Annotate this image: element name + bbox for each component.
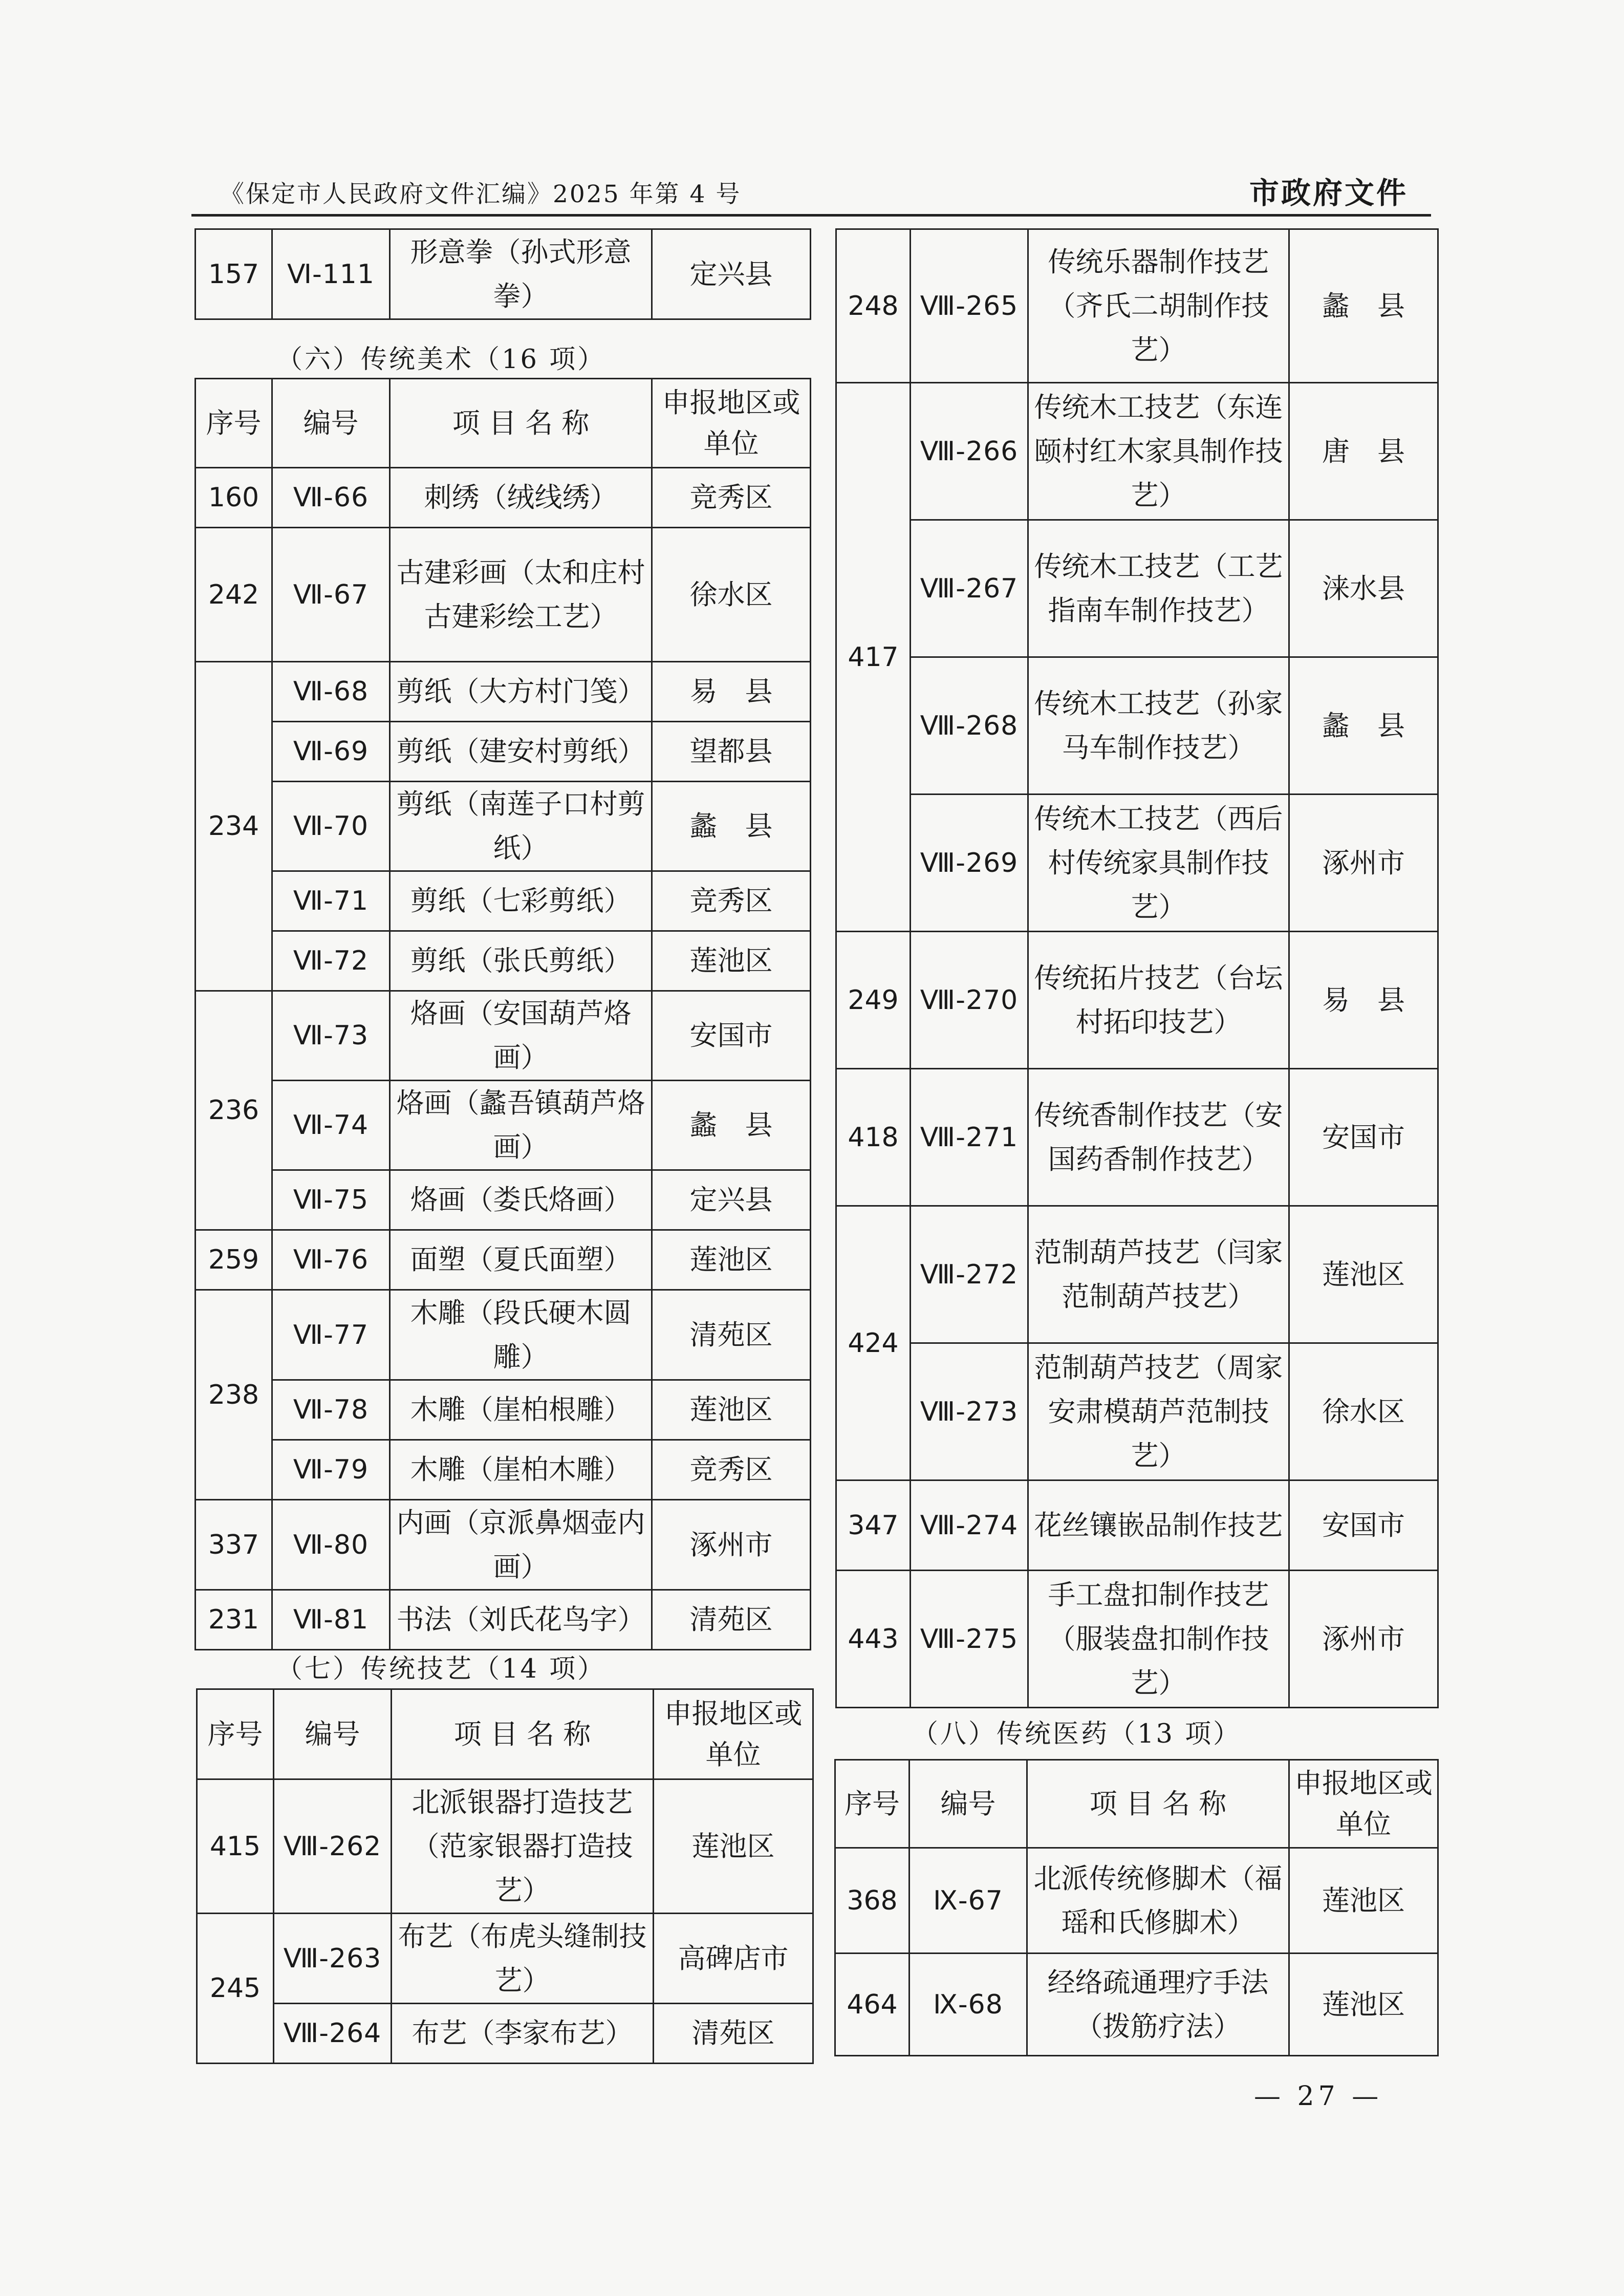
name-cell: 布艺（李家布艺） — [392, 2004, 654, 2064]
region-cell: 易 县 — [652, 662, 811, 722]
table-row — [196, 782, 811, 871]
region-cell: 蠡 县 — [652, 782, 811, 871]
name-cell: 刺绣（绒线绣） — [390, 468, 652, 528]
region-cell: 安国市 — [1289, 1069, 1438, 1206]
region-cell: 莲池区 — [1289, 1206, 1438, 1343]
code-cell: Ⅷ-268 — [911, 657, 1028, 795]
table-row — [196, 229, 811, 319]
code-cell: Ⅶ-71 — [272, 871, 390, 931]
table-row — [196, 662, 811, 722]
table-row — [196, 1380, 811, 1440]
seq-cell: 415 — [197, 1779, 274, 1914]
table-traditional-craft-left — [196, 1688, 814, 2064]
name-cell: 剪纸（张氏剪纸） — [390, 931, 652, 991]
seq-cell: 443 — [836, 1571, 911, 1708]
section-title-traditional-craft: （七）传统技艺（14 项） — [276, 1654, 606, 1684]
region-cell: 徐水区 — [1289, 1343, 1438, 1480]
name-cell: 传统木工技艺（西后村传统家具制作技艺） — [1028, 795, 1289, 932]
header-rule — [191, 214, 1431, 217]
region-cell: 定兴县 — [652, 229, 811, 319]
header-seq: 序号 — [196, 379, 272, 468]
name-cell: 古建彩画（太和庄村古建彩绘工艺） — [390, 528, 652, 662]
seq-cell: 417 — [836, 383, 911, 932]
code-cell: Ⅶ-79 — [272, 1440, 390, 1500]
region-cell: 清苑区 — [652, 1590, 811, 1650]
region-cell: 易 县 — [1289, 932, 1438, 1069]
seq-cell: 234 — [196, 662, 272, 991]
table-header-row — [835, 1760, 1438, 1848]
code-cell: Ⅸ-68 — [910, 1954, 1027, 2056]
code-cell: Ⅷ-264 — [274, 2004, 392, 2064]
name-cell: 内画（京派鼻烟壶内画） — [390, 1500, 652, 1590]
table-row — [196, 1230, 811, 1290]
region-cell: 竞秀区 — [652, 871, 811, 931]
code-cell: Ⅷ-273 — [911, 1343, 1028, 1480]
seq-cell: 160 — [196, 468, 272, 528]
seq-cell: 238 — [196, 1290, 272, 1500]
region-cell: 莲池区 — [652, 931, 811, 991]
region-cell: 竞秀区 — [652, 1440, 811, 1500]
table-row — [836, 795, 1438, 932]
region-cell: 唐 县 — [1289, 383, 1438, 520]
header-region: 申报地区或单位 — [652, 379, 811, 468]
table-row — [836, 932, 1438, 1069]
seq-cell: 337 — [196, 1500, 272, 1590]
code-cell: Ⅷ-265 — [911, 229, 1028, 383]
name-cell: 传统木工技艺（东连颐村红木家具制作技艺） — [1028, 383, 1289, 520]
table-row — [836, 383, 1438, 520]
name-cell: 范制葫芦技艺（闫家范制葫芦技艺） — [1028, 1206, 1289, 1343]
table-row — [836, 229, 1438, 383]
code-cell: Ⅶ-69 — [272, 722, 390, 782]
name-cell: 传统乐器制作技艺（齐氏二胡制作技艺） — [1028, 229, 1289, 383]
seq-cell: 248 — [836, 229, 911, 383]
code-cell: Ⅶ-80 — [272, 1500, 390, 1590]
region-cell: 安国市 — [1289, 1480, 1438, 1571]
code-cell: Ⅷ-270 — [911, 932, 1028, 1069]
table-row — [197, 1779, 813, 1914]
region-cell: 涿州市 — [652, 1500, 811, 1590]
name-cell: 经络疏通理疗手法（拨筋疗法） — [1027, 1954, 1289, 2056]
table-row — [197, 1914, 813, 2004]
name-cell: 手工盘扣制作技艺（服装盘扣制作技艺） — [1028, 1571, 1289, 1708]
header-seq: 序号 — [197, 1689, 274, 1779]
code-cell: Ⅷ-269 — [911, 795, 1028, 932]
seq-cell: 236 — [196, 991, 272, 1230]
name-cell: 书法（刘氏花鸟字） — [390, 1590, 652, 1650]
name-cell: 传统木工技艺（工艺指南车制作技艺） — [1028, 520, 1289, 657]
table-row — [836, 1571, 1438, 1708]
table-row — [836, 657, 1438, 795]
code-cell: Ⅶ-73 — [272, 991, 390, 1081]
code-cell: Ⅷ-271 — [911, 1069, 1028, 1206]
region-cell: 蠡 县 — [1289, 229, 1438, 383]
name-cell: 面塑（夏氏面塑） — [390, 1230, 652, 1290]
name-cell: 传统木工技艺（孙家马车制作技艺） — [1028, 657, 1289, 795]
header-title: 《保定市人民政府文件汇编》2025 年第 4 号 — [220, 180, 742, 208]
header-code: 编号 — [272, 379, 390, 468]
name-cell: 烙画（娄氏烙画） — [390, 1170, 652, 1230]
table-row — [196, 528, 811, 662]
code-cell: Ⅶ-75 — [272, 1170, 390, 1230]
code-cell: Ⅶ-77 — [272, 1290, 390, 1380]
name-cell: 剪纸（七彩剪纸） — [390, 871, 652, 931]
table-row — [196, 871, 811, 931]
name-cell: 花丝镶嵌品制作技艺 — [1028, 1480, 1289, 1571]
seq-cell: 249 — [836, 932, 911, 1069]
name-cell: 剪纸（建安村剪纸） — [390, 722, 652, 782]
region-cell: 莲池区 — [1289, 1848, 1438, 1954]
table-row — [836, 1480, 1438, 1571]
table-row — [196, 931, 811, 991]
name-cell: 北派银器打造技艺（范家银器打造技艺） — [392, 1779, 654, 1914]
region-cell: 安国市 — [652, 991, 811, 1081]
region-cell: 定兴县 — [652, 1170, 811, 1230]
name-cell: 布艺（布虎头缝制技艺） — [392, 1914, 654, 2004]
region-cell: 莲池区 — [654, 1779, 813, 1914]
region-cell: 清苑区 — [652, 1290, 811, 1380]
seq-cell: 242 — [196, 528, 272, 662]
seq-cell: 347 — [836, 1480, 911, 1571]
code-cell: Ⅷ-266 — [911, 383, 1028, 520]
region-cell: 徐水区 — [652, 528, 811, 662]
name-cell: 木雕（段氏硬木圆雕） — [390, 1290, 652, 1380]
table-row — [196, 991, 811, 1081]
name-cell: 烙画（安国葫芦烙画） — [390, 991, 652, 1081]
code-cell: Ⅷ-263 — [274, 1914, 392, 2004]
table-row — [196, 1170, 811, 1230]
table-row — [196, 1590, 811, 1650]
header-region: 申报地区或单位 — [1289, 1760, 1438, 1848]
table-row — [836, 1069, 1438, 1206]
code-cell: Ⅵ-111 — [272, 229, 390, 319]
code-cell: Ⅷ-272 — [911, 1206, 1028, 1343]
seq-cell: 259 — [196, 1230, 272, 1290]
seq-cell: 464 — [835, 1954, 910, 2056]
region-cell: 涿州市 — [1289, 795, 1438, 932]
table-row — [196, 1290, 811, 1380]
name-cell: 木雕（崖柏根雕） — [390, 1380, 652, 1440]
table-traditional-medicine — [834, 1759, 1439, 2056]
region-cell: 竞秀区 — [652, 468, 811, 528]
code-cell: Ⅶ-74 — [272, 1081, 390, 1170]
table-traditional-craft-right — [835, 228, 1439, 1708]
code-cell: Ⅶ-81 — [272, 1590, 390, 1650]
seq-cell: 368 — [835, 1848, 910, 1954]
table-row — [196, 1500, 811, 1590]
section-title-traditional-medicine: （八）传统医药（13 项） — [912, 1719, 1242, 1749]
seq-cell: 424 — [836, 1206, 911, 1480]
region-cell: 蠡 县 — [1289, 657, 1438, 795]
header-name: 项 目 名 称 — [390, 379, 652, 468]
code-cell: Ⅷ-267 — [911, 520, 1028, 657]
name-cell: 木雕（崖柏木雕） — [390, 1440, 652, 1500]
table-traditional-art — [194, 378, 811, 1650]
table-continuation-top-left — [194, 228, 811, 320]
name-cell: 传统拓片技艺（台坛村拓印技艺） — [1028, 932, 1289, 1069]
code-cell: Ⅷ-274 — [911, 1480, 1028, 1571]
header-name: 项 目 名 称 — [1027, 1760, 1289, 1848]
table-row — [836, 1206, 1438, 1343]
region-cell: 莲池区 — [652, 1380, 811, 1440]
header-code: 编号 — [274, 1689, 392, 1779]
code-cell: Ⅶ-66 — [272, 468, 390, 528]
seq-cell: 418 — [836, 1069, 911, 1206]
name-cell: 形意拳（孙式形意拳） — [390, 229, 652, 319]
header-name: 项 目 名 称 — [392, 1689, 654, 1779]
code-cell: Ⅶ-76 — [272, 1230, 390, 1290]
name-cell: 烙画（蠡吾镇葫芦烙画） — [390, 1081, 652, 1170]
name-cell: 北派传统修脚术（福瑶和氏修脚术） — [1027, 1848, 1289, 1954]
code-cell: Ⅷ-275 — [911, 1571, 1028, 1708]
table-row — [836, 1343, 1438, 1480]
header-category: 市政府文件 — [1249, 176, 1408, 210]
page-number: — 27 — — [1254, 2081, 1383, 2112]
header-seq: 序号 — [835, 1760, 910, 1848]
table-row — [197, 2004, 813, 2064]
region-cell: 清苑区 — [654, 2004, 813, 2064]
name-cell: 剪纸（大方村门笺） — [390, 662, 652, 722]
section-title-traditional-art: （六）传统美术（16 项） — [276, 345, 606, 375]
region-cell: 莲池区 — [1289, 1954, 1438, 2056]
seq-cell: 157 — [196, 229, 272, 319]
region-cell: 莲池区 — [652, 1230, 811, 1290]
header-code: 编号 — [910, 1760, 1027, 1848]
seq-cell: 231 — [196, 1590, 272, 1650]
name-cell: 传统香制作技艺（安国药香制作技艺） — [1028, 1069, 1289, 1206]
region-cell: 涿州市 — [1289, 1571, 1438, 1708]
region-cell: 望都县 — [652, 722, 811, 782]
code-cell: Ⅶ-78 — [272, 1380, 390, 1440]
table-row — [835, 1848, 1438, 1954]
seq-cell: 245 — [197, 1914, 274, 2064]
table-row — [836, 520, 1438, 657]
region-cell: 蠡 县 — [652, 1081, 811, 1170]
code-cell: Ⅶ-67 — [272, 528, 390, 662]
table-row — [196, 468, 811, 528]
code-cell: Ⅸ-67 — [910, 1848, 1027, 1954]
name-cell: 范制葫芦技艺（周家安肃模葫芦范制技艺） — [1028, 1343, 1289, 1480]
region-cell: 高碑店市 — [654, 1914, 813, 2004]
name-cell: 剪纸（南莲子口村剪纸） — [390, 782, 652, 871]
code-cell: Ⅶ-68 — [272, 662, 390, 722]
header-region: 申报地区或单位 — [654, 1689, 813, 1779]
table-header-row — [196, 379, 811, 468]
table-header-row — [197, 1689, 813, 1779]
region-cell: 涞水县 — [1289, 520, 1438, 657]
code-cell: Ⅶ-72 — [272, 931, 390, 991]
table-row — [196, 1440, 811, 1500]
table-row — [196, 722, 811, 782]
code-cell: Ⅶ-70 — [272, 782, 390, 871]
table-row — [835, 1954, 1438, 2056]
code-cell: Ⅷ-262 — [274, 1779, 392, 1914]
table-row — [196, 1081, 811, 1170]
